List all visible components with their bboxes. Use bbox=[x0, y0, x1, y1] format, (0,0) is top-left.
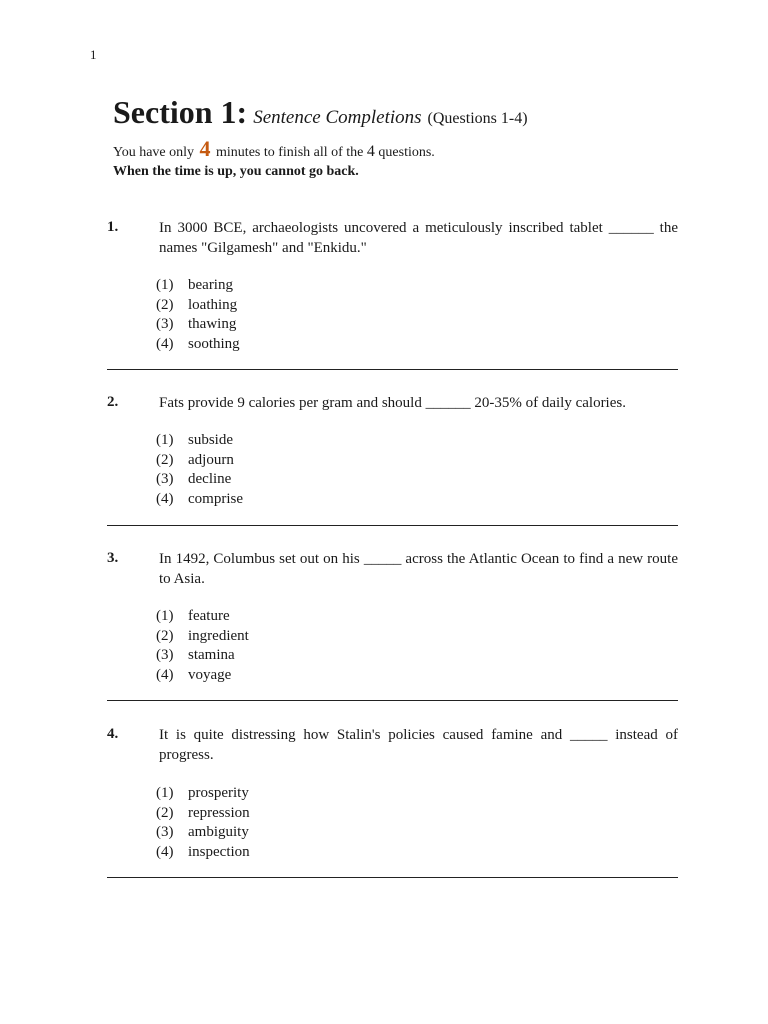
option-label: feature bbox=[188, 608, 230, 624]
answer-option[interactable] bbox=[156, 804, 250, 824]
option-label: bearing bbox=[188, 277, 233, 293]
answer-option[interactable] bbox=[156, 646, 249, 666]
section-subtitle: Sentence Completions bbox=[253, 107, 422, 128]
question-divider bbox=[107, 877, 678, 878]
option-number: (1) bbox=[156, 432, 174, 448]
answer-option[interactable] bbox=[156, 666, 249, 686]
option-number: (2) bbox=[156, 451, 174, 468]
time-limit-notice bbox=[113, 136, 435, 162]
option-label: voyage bbox=[188, 667, 232, 684]
option-label: thawing bbox=[188, 316, 237, 333]
time-suffix: questions. bbox=[378, 145, 435, 160]
option-number: (4) bbox=[156, 844, 174, 861]
answer-option[interactable] bbox=[156, 627, 249, 647]
question-number: 2. bbox=[107, 394, 119, 410]
time-minutes: 4 bbox=[199, 136, 211, 161]
option-label: ambiguity bbox=[188, 824, 249, 841]
option-number: (3) bbox=[156, 316, 174, 333]
option-label: comprise bbox=[188, 491, 243, 508]
section-title: Section 1: bbox=[113, 94, 248, 130]
question-count: 4 bbox=[366, 143, 375, 160]
no-going-back-warning: When the time is up, you cannot go back. bbox=[113, 164, 359, 179]
answer-option[interactable] bbox=[156, 451, 243, 471]
answer-option[interactable] bbox=[156, 607, 249, 627]
answer-option[interactable] bbox=[156, 470, 243, 490]
answer-option[interactable] bbox=[156, 315, 240, 335]
option-number: (1) bbox=[156, 785, 174, 801]
section-range: (Questions 1-4) bbox=[427, 110, 528, 127]
option-label: adjourn bbox=[188, 451, 234, 468]
option-label: soothing bbox=[188, 336, 240, 353]
answer-option[interactable] bbox=[156, 276, 240, 296]
time-middle: minutes to finish all of the bbox=[216, 145, 364, 160]
option-number: (3) bbox=[156, 471, 174, 488]
page-number: 1 bbox=[90, 47, 97, 62]
answer-option[interactable] bbox=[156, 490, 243, 510]
answer-option[interactable] bbox=[156, 296, 240, 316]
question-number: 4. bbox=[107, 726, 119, 742]
option-label: subside bbox=[188, 432, 233, 448]
option-label: stamina bbox=[188, 647, 235, 664]
option-label: ingredient bbox=[188, 627, 249, 644]
section-header bbox=[113, 94, 528, 131]
question-divider bbox=[107, 369, 678, 370]
question-text: Fats provide 9 calories per gram and should ______ 20-35% of daily calories. bbox=[159, 395, 626, 411]
option-number: (4) bbox=[156, 667, 174, 684]
answer-option[interactable] bbox=[156, 843, 250, 863]
option-label: repression bbox=[188, 804, 250, 821]
option-number: (2) bbox=[156, 804, 174, 821]
option-number: (2) bbox=[156, 296, 174, 313]
answer-options bbox=[156, 607, 249, 686]
option-number: (3) bbox=[156, 824, 174, 841]
answer-option[interactable] bbox=[156, 784, 250, 804]
answer-options bbox=[156, 431, 243, 510]
question-number: 1. bbox=[107, 219, 119, 235]
answer-option[interactable] bbox=[156, 823, 250, 843]
option-label: decline bbox=[188, 471, 232, 488]
answer-option[interactable] bbox=[156, 335, 240, 355]
question-divider bbox=[107, 700, 678, 701]
question-divider bbox=[107, 525, 678, 526]
option-number: (1) bbox=[156, 277, 174, 293]
question-text: It is quite distressing how Stalin's policies caused famine and _____ instead of progress. bbox=[159, 727, 678, 763]
option-label: prosperity bbox=[188, 785, 249, 801]
option-number: (3) bbox=[156, 647, 174, 664]
option-number: (2) bbox=[156, 627, 174, 644]
answer-options bbox=[156, 784, 250, 863]
answer-options bbox=[156, 276, 240, 355]
answer-option[interactable] bbox=[156, 431, 243, 451]
question-number: 3. bbox=[107, 550, 119, 566]
option-number: (4) bbox=[156, 491, 174, 508]
question-text: In 1492, Columbus set out on his _____ across the Atlantic Ocean to find a new route to Asia. bbox=[159, 551, 678, 587]
option-label: loathing bbox=[188, 296, 238, 313]
time-prefix: You have only bbox=[113, 145, 195, 160]
option-number: (1) bbox=[156, 608, 174, 624]
option-number: (4) bbox=[156, 336, 174, 353]
option-label: inspection bbox=[188, 844, 250, 861]
question-text: In 3000 BCE, archaeologists uncovered a meticulously inscribed tablet ______ the names "Gilgamesh" and "Enkidu." bbox=[159, 220, 678, 256]
